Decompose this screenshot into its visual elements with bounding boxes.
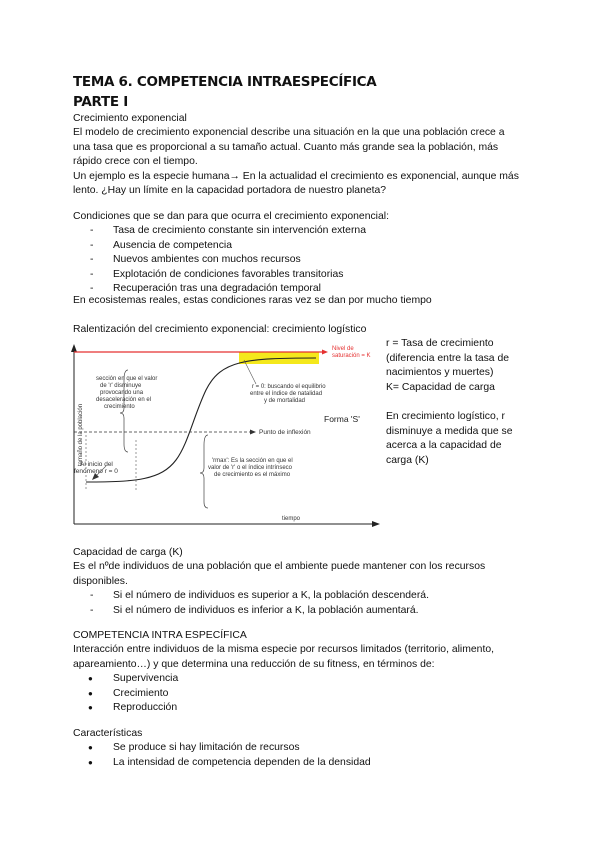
annotation-line: provocando una <box>100 390 144 396</box>
list-item: ● Supervivencia <box>73 672 178 687</box>
k-label: saturación = K <box>332 353 371 359</box>
definition-line: (diferencia entre la tasa de <box>386 352 510 364</box>
characteristics-heading: Características <box>73 728 143 739</box>
annotation-line: Al inicio del <box>80 461 113 468</box>
paragraph-line: disponibles. <box>73 575 128 587</box>
list-item: - Tasa de crecimiento constante sin intervención externa <box>73 224 366 239</box>
list-item: - Si el número de individuos es inferior a K, la población aumentará. <box>73 604 429 619</box>
section-heading-exponential: Crecimiento exponencial <box>73 113 187 124</box>
annotation-line: r = 0: buscando el equilibrio <box>252 384 326 390</box>
annotation-start <box>74 461 118 480</box>
k-arrow <box>322 350 328 355</box>
paragraph-line: lento. ¿Hay un límite en la capacidad portadora de nuestro planeta? <box>73 185 387 197</box>
list-item: ● Se produce si hay limitación de recursos <box>73 741 371 756</box>
conditions-list <box>73 224 366 297</box>
y-axis-label: tamaño de la población <box>78 403 84 467</box>
logistic-growth-figure <box>66 340 384 532</box>
annotation-equilibrium <box>244 360 326 404</box>
logistic-heading: Ralentización del crecimiento exponencial: crecimiento logístico <box>73 324 367 335</box>
k-label: Nivel de <box>332 346 354 352</box>
definition-line: En crecimiento logístico, r <box>386 410 505 422</box>
annotation-line: de 'r' disminuye <box>100 383 142 389</box>
paragraph-line: una tasa que es proporcional a su tamaño actual. Cuanto más grande sea la población, más <box>73 141 499 153</box>
annotation-deceleration <box>96 376 157 410</box>
x-axis-label: tiempo <box>282 516 301 522</box>
inflection-label: Punto de inflexión <box>259 429 311 436</box>
x-axis-arrow <box>372 521 380 527</box>
exponential-paragraph <box>73 126 519 199</box>
list-item: - Si el número de individuos es superior a K, la población descenderá. <box>73 589 429 604</box>
annotation-line: fenómeno r = 0 <box>74 468 118 475</box>
annotation-line: valor de 'r' o el índice intrínseco <box>208 465 292 471</box>
annotation-line: entre el índice de natalidad <box>250 391 323 397</box>
annotation-line: de crecimiento es el máximo <box>214 472 291 478</box>
annotation-line: desaceleración en el <box>96 397 152 403</box>
definition-line: carga (K) <box>386 454 429 466</box>
definition-line: acerca a la capacidad de <box>386 440 502 452</box>
page-title: TEMA 6. COMPETENCIA INTRAESPECÍFICA <box>73 74 377 90</box>
definition-line: disminuye a medida que se <box>386 425 513 437</box>
annotation-line: crecimiento <box>104 404 135 410</box>
definition-line: K= Capacidad de carga <box>386 381 495 393</box>
annotation-line: 'rmax': Es la sección en que el <box>212 458 293 464</box>
rmax-brace <box>200 435 208 508</box>
list-item: - Recuperación tras una degradación temporal <box>73 282 366 297</box>
competition-effects-list <box>73 672 178 716</box>
paragraph-line: Un ejemplo es la especie humana→ En la actualidad el crecimiento es exponencial, aunque más <box>73 170 519 182</box>
capacity-paragraph <box>73 560 485 589</box>
annotation-rmax <box>208 458 293 478</box>
annotation-line: sección en que el valor <box>96 376 158 382</box>
logistic-definitions <box>386 337 513 468</box>
capacity-heading: Capacidad de carga (K) <box>73 547 183 558</box>
y-axis-arrow <box>71 344 77 352</box>
list-item: - Ausencia de competencia <box>73 239 366 254</box>
list-item: - Explotación de condiciones favorables transitorias <box>73 268 366 283</box>
definition-line: r = Tasa de crecimiento <box>386 338 494 349</box>
conditions-footer: En ecosistemas reales, estas condiciones raras vez se dan por mucho tiempo <box>73 295 432 306</box>
list-item: ● Crecimiento <box>73 687 178 702</box>
conditions-heading: Condiciones que se dan para que ocurra el crecimiento exponencial: <box>73 211 389 222</box>
competition-paragraph <box>73 643 494 672</box>
paragraph-line: apareamiento…) y que determina una reducción de su fitness, en términos de: <box>73 658 435 670</box>
capacity-list <box>73 589 429 618</box>
paragraph-line: Interacción entre individuos de la misma especie por recursos limitados (territorio, alimento, <box>73 644 495 655</box>
shape-label: Forma 'S' <box>324 414 360 424</box>
paragraph-line: Es el nºde individuos de una población que el ambiente puede mantener con los recursos <box>73 561 486 572</box>
characteristics-list <box>73 741 371 770</box>
list-item: ● Reproducción <box>73 701 178 716</box>
page-subtitle: PARTE I <box>73 94 128 110</box>
paragraph-line: El modelo de crecimiento exponencial describe una situación en la que una población crece a <box>73 127 505 138</box>
definition-line: nacimientos y muertes) <box>386 367 494 379</box>
list-item: ● La intensidad de competencia dependen de la densidad <box>73 756 371 771</box>
annotation-line: y de mortalidad <box>264 398 306 404</box>
inflection-arrow <box>250 430 256 435</box>
competition-heading: COMPETENCIA INTRA ESPECÍFICA <box>73 630 247 641</box>
paragraph-line: rápido crece con el tiempo. <box>73 156 198 168</box>
list-item: - Nuevos ambientes con muchos recursos <box>73 253 366 268</box>
spacer <box>386 395 513 410</box>
